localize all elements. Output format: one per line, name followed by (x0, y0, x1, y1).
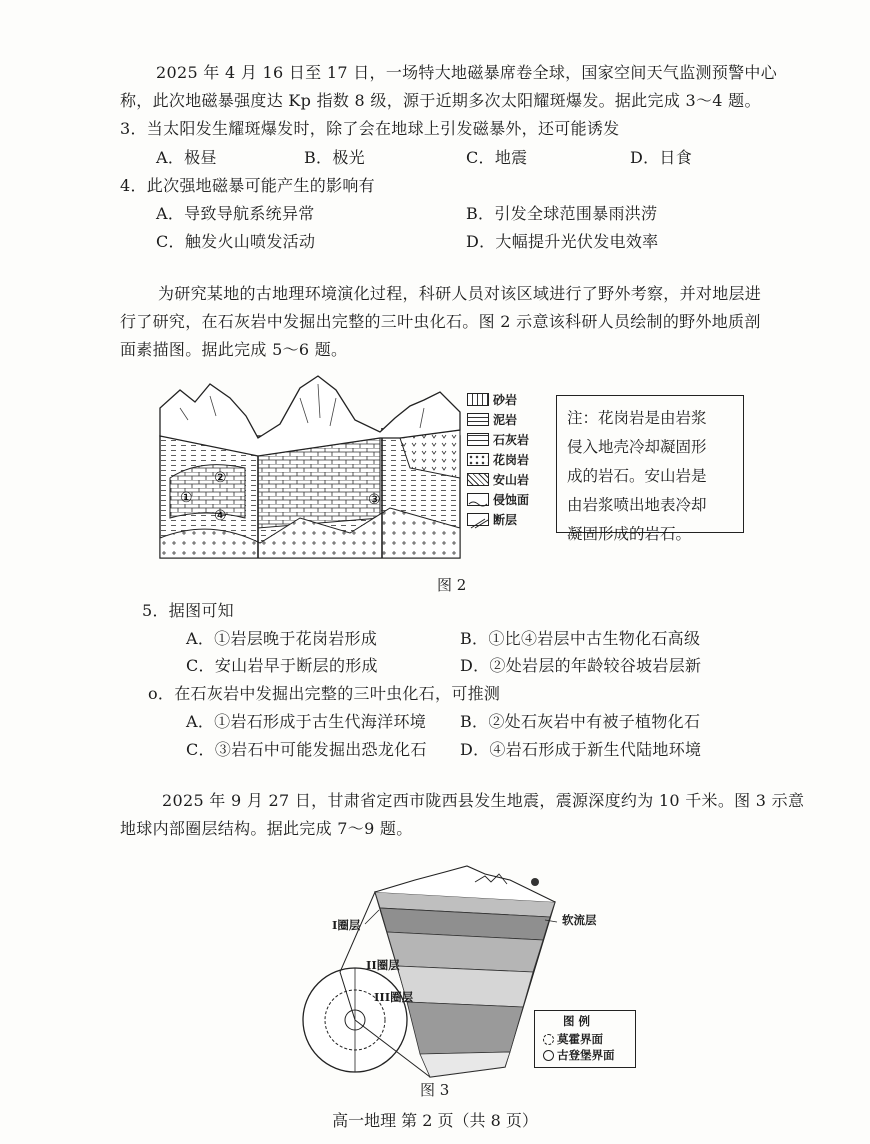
q4-stem: 4．此次强地磁暴可能产生的影响有 (120, 176, 375, 195)
q5-stem: 5．据图可知 (142, 601, 234, 620)
q5-option-d: D．②处岩层的年龄较谷坡岩层新 (460, 656, 702, 675)
legend-granite: 花岗岩 (493, 453, 530, 467)
passage2-line3: 面素描图。据此完成 5～6 题。 (120, 340, 348, 359)
note-line-2: 侵入地壳冷却凝固形 (567, 438, 707, 456)
legend-gutenberg: 古登堡界面 (557, 1048, 615, 1062)
legend-swatch-fault (467, 513, 489, 526)
q6-option-b: B．②处石灰岩中有被子植物化石 (460, 712, 701, 731)
figure-2-caption: 图 2 (437, 576, 467, 594)
figure-3-caption: 图 3 (420, 1081, 450, 1099)
passage2-line1: 为研究某地的古地理环境演化过程，科研人员对该区域进行了野外考察，并对地层进 (158, 284, 762, 303)
layer-1-label: I圈层 (332, 918, 361, 932)
q6-option-c: C．③岩石中可能发掘出恐龙化石 (186, 740, 427, 759)
q6-option-a: A．①岩石形成于古生代海洋环境 (186, 712, 427, 731)
marker-4: ④ (214, 508, 227, 524)
passage1-line1: 2025 年 4 月 16 日至 17 日，一场特大地磁暴席卷全球，国家空间天气监测预警中心 (156, 63, 778, 82)
note-line-1: 注：花岗岩是由岩浆 (567, 409, 707, 427)
note-box (556, 395, 744, 543)
legend-swatch-mudstone (467, 413, 489, 426)
passage2-line2: 行了研究，在石灰岩中发掘出完整的三叶虫化石。图 2 示意该科研人员绘制的野外地质剖 (120, 312, 761, 331)
legend-andesite: 安山岩 (493, 473, 530, 487)
legend-swatch-limestone (467, 433, 489, 446)
passage3-line2: 地球内部圈层结构。据此完成 7～9 题。 (120, 819, 413, 838)
figure-3-legend (534, 1010, 636, 1068)
q6-option-d: D．④岩石形成于新生代陆地环境 (460, 740, 702, 759)
marker-3: ③ (368, 492, 381, 508)
layer-2-label: II圈层 (366, 958, 400, 972)
legend-swatch-granite (467, 453, 489, 466)
q3-stem: 3．当太阳发生耀斑爆发时，除了会在地球上引发磁暴外，还可能诱发 (120, 119, 620, 138)
legend-swatch-andesite (467, 473, 489, 486)
layer-3-label: III圈层 (374, 990, 414, 1004)
q3-option-a: A．极昼 (156, 148, 217, 167)
asthenosphere-label: 软流层 (562, 913, 597, 927)
legend-moho: 莫霍界面 (557, 1032, 603, 1046)
q5-option-b: B．①比④岩层中古生物化石高级 (460, 629, 701, 648)
q5-option-a: A．①岩层晚于花岗岩形成 (186, 629, 378, 648)
legend-limestone: 石灰岩 (493, 433, 530, 447)
legend-title: 图 例 (563, 1014, 591, 1028)
q4-option-d: D．大幅提升光伏发电效率 (466, 232, 659, 251)
legend-erosion-surface: 侵蚀面 (493, 493, 530, 507)
passage3-line1: 2025 年 9 月 27 日，甘肃省定西市陇西县发生地震，震源深度约为 10 千米。图 3 示意 (162, 791, 805, 810)
legend-swatch-sandstone (467, 393, 489, 406)
q3-option-b: B．极光 (304, 148, 365, 167)
q4-option-c: C．触发火山喷发活动 (156, 232, 316, 251)
note-line-4: 由岩浆喷出地表冷却 (567, 496, 707, 514)
q5-option-c: C．安山岩早于断层的形成 (186, 656, 378, 675)
q3-option-d: D．日食 (630, 148, 693, 167)
passage1-line2: 称，此次地磁暴强度达 Kp 指数 8 级，源于近期多次太阳耀斑爆发。据此完成 3～4 题。 (120, 91, 761, 110)
moho-dashed-circle-icon (543, 1034, 554, 1045)
legend-mudstone: 泥岩 (493, 413, 518, 427)
page-footer: 高一地理 第 2 页（共 8 页） (332, 1111, 538, 1130)
gutenberg-circle-icon (543, 1050, 554, 1061)
marker-2: ② (214, 470, 227, 486)
note-line-5: 凝固形成的岩石。 (567, 525, 692, 543)
legend-fault: 断层 (493, 513, 518, 527)
geologic-profile-figure (150, 368, 470, 568)
q4-option-b: B．引发全球范围暴雨洪涝 (466, 204, 658, 223)
note-line-3: 成的岩石。安山岩是 (567, 467, 707, 485)
q4-option-a: A．导致导航系统异常 (156, 204, 315, 223)
legend-sandstone: 砂岩 (493, 393, 518, 407)
q6-stem: o．在石灰岩中发掘出完整的三叶虫化石，可推测 (148, 684, 501, 703)
q3-option-c: C．地震 (466, 148, 528, 167)
legend-swatch-erosion-surface (467, 493, 489, 506)
marker-1: ① (180, 490, 193, 506)
